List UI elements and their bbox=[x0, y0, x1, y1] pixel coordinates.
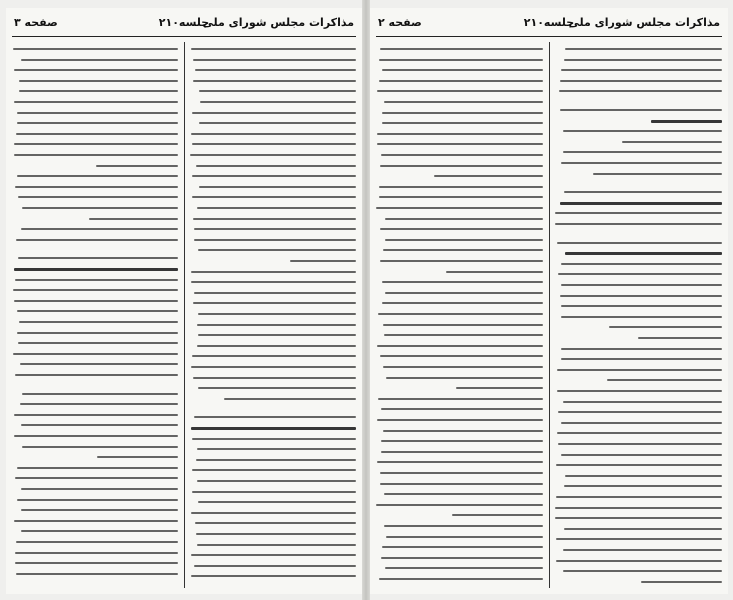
right-page-column-2 bbox=[555, 46, 722, 586]
left-page-column-2 bbox=[190, 46, 356, 586]
text-line bbox=[192, 196, 356, 198]
text-line bbox=[561, 358, 722, 360]
text-line bbox=[192, 143, 356, 145]
text-line bbox=[14, 414, 178, 416]
text-line bbox=[380, 165, 543, 167]
text-line bbox=[383, 366, 543, 368]
text-line bbox=[384, 101, 543, 103]
text-line bbox=[561, 284, 722, 286]
text-line bbox=[377, 345, 543, 347]
text-line bbox=[14, 143, 178, 145]
text-line bbox=[14, 69, 178, 71]
text-line bbox=[192, 112, 356, 114]
text-line bbox=[561, 69, 722, 71]
text-line bbox=[199, 122, 356, 124]
text-line bbox=[15, 186, 178, 188]
text-line bbox=[377, 133, 543, 135]
text-line bbox=[193, 377, 356, 379]
text-line bbox=[194, 565, 356, 567]
left-header-rule bbox=[12, 36, 356, 37]
text-line bbox=[609, 326, 722, 328]
text-line bbox=[383, 249, 543, 251]
text-line bbox=[381, 451, 543, 453]
text-line bbox=[17, 175, 178, 177]
text-line bbox=[191, 554, 356, 556]
text-line bbox=[197, 345, 356, 347]
text-line bbox=[380, 483, 543, 485]
text-line bbox=[561, 454, 722, 456]
text-line bbox=[651, 120, 722, 123]
text-line bbox=[564, 485, 722, 487]
text-line bbox=[196, 459, 356, 461]
text-line bbox=[560, 295, 722, 297]
text-line bbox=[563, 151, 722, 153]
text-line bbox=[14, 154, 178, 156]
text-line bbox=[382, 302, 543, 304]
text-line bbox=[563, 549, 722, 551]
text-line bbox=[452, 514, 543, 516]
text-line bbox=[385, 239, 543, 241]
text-line bbox=[16, 541, 178, 543]
text-line bbox=[14, 435, 178, 437]
text-line bbox=[376, 207, 543, 209]
text-line bbox=[18, 196, 178, 198]
text-line bbox=[558, 273, 722, 275]
text-line bbox=[559, 90, 722, 92]
text-line bbox=[377, 419, 543, 421]
text-line bbox=[198, 387, 356, 389]
text-line bbox=[560, 202, 722, 205]
text-line bbox=[558, 411, 722, 413]
text-line bbox=[193, 80, 356, 82]
text-line bbox=[555, 223, 722, 225]
text-line bbox=[561, 162, 722, 164]
text-line bbox=[384, 525, 543, 527]
text-line bbox=[382, 281, 543, 283]
text-line bbox=[381, 440, 543, 442]
text-line bbox=[15, 552, 178, 554]
text-line bbox=[19, 321, 178, 323]
text-line bbox=[199, 186, 356, 188]
text-line bbox=[17, 112, 178, 114]
text-line bbox=[192, 438, 356, 440]
text-line bbox=[382, 69, 543, 71]
text-line bbox=[638, 337, 722, 339]
text-line bbox=[21, 488, 178, 490]
text-line bbox=[17, 499, 178, 501]
text-line bbox=[17, 467, 178, 469]
right-publication-title: مذاکرات مجلس شورای ملی bbox=[568, 16, 720, 29]
text-line bbox=[191, 575, 356, 577]
text-line bbox=[20, 363, 178, 365]
text-line bbox=[15, 374, 178, 376]
text-line bbox=[97, 456, 178, 458]
text-line bbox=[377, 143, 543, 145]
text-line bbox=[22, 446, 178, 448]
text-line bbox=[434, 175, 543, 177]
text-line bbox=[190, 154, 356, 156]
text-line bbox=[555, 517, 722, 519]
text-line bbox=[191, 133, 356, 135]
text-line bbox=[381, 408, 543, 410]
text-line bbox=[20, 403, 178, 405]
text-line bbox=[192, 469, 356, 471]
text-line bbox=[386, 377, 543, 379]
text-line bbox=[191, 512, 356, 514]
text-line bbox=[381, 557, 543, 559]
text-line bbox=[561, 316, 722, 318]
text-line bbox=[194, 292, 356, 294]
text-line bbox=[557, 432, 722, 434]
text-line bbox=[19, 80, 178, 82]
left-session-label: جلسه۲۱۰ bbox=[158, 16, 210, 29]
text-line bbox=[556, 538, 722, 540]
text-line bbox=[197, 480, 356, 482]
text-line bbox=[563, 570, 722, 572]
text-line bbox=[16, 573, 178, 575]
text-line bbox=[193, 218, 356, 220]
text-line bbox=[14, 268, 178, 271]
right-column-divider bbox=[549, 42, 550, 588]
text-line bbox=[563, 401, 722, 403]
text-line bbox=[13, 289, 178, 291]
text-line bbox=[191, 271, 356, 273]
text-line bbox=[193, 59, 356, 61]
text-line bbox=[197, 448, 356, 450]
text-line bbox=[377, 461, 543, 463]
text-line bbox=[21, 509, 178, 511]
text-line bbox=[378, 313, 543, 315]
text-line bbox=[385, 292, 543, 294]
text-line bbox=[224, 398, 356, 400]
right-page-label: صفحه ۲ bbox=[378, 16, 422, 29]
text-line bbox=[13, 48, 178, 50]
text-line bbox=[565, 252, 722, 255]
right-page bbox=[370, 8, 728, 594]
left-page-column-1 bbox=[12, 46, 178, 586]
text-line bbox=[192, 175, 356, 177]
text-line bbox=[383, 324, 543, 326]
book-gutter bbox=[362, 0, 370, 600]
text-line bbox=[386, 536, 543, 538]
text-line bbox=[191, 427, 356, 430]
text-line bbox=[194, 416, 356, 418]
text-line bbox=[556, 560, 722, 562]
text-line bbox=[14, 300, 178, 302]
text-line bbox=[21, 530, 178, 532]
text-line bbox=[21, 59, 178, 61]
text-line bbox=[564, 528, 722, 530]
text-line bbox=[381, 154, 543, 156]
text-line bbox=[558, 443, 722, 445]
text-line bbox=[561, 305, 722, 307]
text-line bbox=[379, 196, 543, 198]
right-header-rule bbox=[376, 36, 722, 37]
text-line bbox=[385, 218, 543, 220]
text-line bbox=[555, 507, 722, 509]
text-line bbox=[22, 393, 178, 395]
text-line bbox=[21, 424, 178, 426]
text-line bbox=[380, 260, 543, 262]
text-line bbox=[446, 271, 543, 273]
text-line bbox=[15, 477, 178, 479]
text-line bbox=[198, 313, 356, 315]
text-line bbox=[15, 279, 178, 281]
text-line bbox=[607, 379, 722, 381]
text-line bbox=[191, 281, 356, 283]
text-line bbox=[196, 533, 356, 535]
text-line bbox=[15, 562, 178, 564]
text-line bbox=[384, 493, 543, 495]
text-line bbox=[198, 501, 356, 503]
text-line bbox=[379, 186, 543, 188]
text-line bbox=[196, 165, 356, 167]
text-line bbox=[193, 302, 356, 304]
right-session-label: جلسه۲۱۰ bbox=[523, 16, 575, 29]
text-line bbox=[192, 355, 356, 357]
text-line bbox=[382, 112, 543, 114]
text-line bbox=[14, 520, 178, 522]
left-page-label: صفحه ۳ bbox=[14, 16, 58, 29]
text-line bbox=[199, 90, 356, 92]
text-line bbox=[556, 464, 722, 466]
text-line bbox=[16, 239, 178, 241]
text-line bbox=[195, 522, 356, 524]
text-line bbox=[197, 544, 356, 546]
text-line bbox=[198, 334, 356, 336]
left-publication-title: مذاکرات مجلس شورای ملی bbox=[202, 16, 354, 29]
text-line bbox=[191, 48, 356, 50]
text-line bbox=[560, 80, 722, 82]
text-line bbox=[18, 257, 178, 259]
text-line bbox=[197, 324, 356, 326]
text-line bbox=[377, 90, 543, 92]
text-line bbox=[565, 48, 722, 50]
text-line bbox=[382, 546, 543, 548]
text-line bbox=[197, 207, 356, 209]
text-line bbox=[200, 101, 356, 103]
text-line bbox=[17, 122, 178, 124]
text-line bbox=[198, 249, 356, 251]
text-line bbox=[16, 133, 178, 135]
text-line bbox=[378, 398, 543, 400]
text-line bbox=[379, 80, 543, 82]
text-line bbox=[380, 228, 543, 230]
text-line bbox=[379, 578, 543, 580]
text-line bbox=[385, 567, 543, 569]
text-line bbox=[89, 218, 178, 220]
text-line bbox=[557, 369, 722, 371]
left-page bbox=[6, 8, 362, 594]
text-line bbox=[564, 59, 722, 61]
text-line bbox=[379, 59, 543, 61]
text-line bbox=[17, 310, 178, 312]
text-line bbox=[192, 491, 356, 493]
text-line bbox=[563, 130, 722, 132]
text-line bbox=[18, 342, 178, 344]
text-line bbox=[557, 390, 722, 392]
text-line bbox=[557, 242, 722, 244]
text-line bbox=[561, 263, 722, 265]
text-line bbox=[380, 355, 543, 357]
text-line bbox=[380, 472, 543, 474]
text-line bbox=[195, 69, 356, 71]
text-line bbox=[290, 260, 356, 262]
text-line bbox=[561, 422, 722, 424]
text-line bbox=[593, 173, 722, 175]
text-line bbox=[19, 90, 178, 92]
text-line bbox=[555, 212, 722, 214]
right-page-column-1 bbox=[376, 46, 543, 586]
text-line bbox=[622, 141, 722, 143]
left-page-header bbox=[6, 12, 362, 34]
text-line bbox=[556, 496, 722, 498]
text-line bbox=[14, 101, 178, 103]
text-line bbox=[380, 48, 543, 50]
text-line bbox=[194, 239, 356, 241]
text-line bbox=[383, 430, 543, 432]
text-line bbox=[384, 334, 543, 336]
text-line bbox=[17, 332, 178, 334]
text-line bbox=[22, 207, 178, 209]
text-line bbox=[382, 122, 543, 124]
text-line bbox=[376, 504, 543, 506]
text-line bbox=[191, 366, 356, 368]
text-line bbox=[564, 191, 722, 193]
text-line bbox=[561, 348, 722, 350]
text-line bbox=[456, 387, 543, 389]
text-line bbox=[21, 228, 178, 230]
text-line bbox=[560, 109, 722, 111]
right-page-header bbox=[370, 12, 728, 34]
text-line bbox=[194, 228, 356, 230]
text-line bbox=[565, 475, 722, 477]
text-line bbox=[641, 581, 722, 583]
text-line bbox=[13, 353, 178, 355]
text-line bbox=[96, 165, 178, 167]
left-column-divider bbox=[184, 42, 185, 588]
